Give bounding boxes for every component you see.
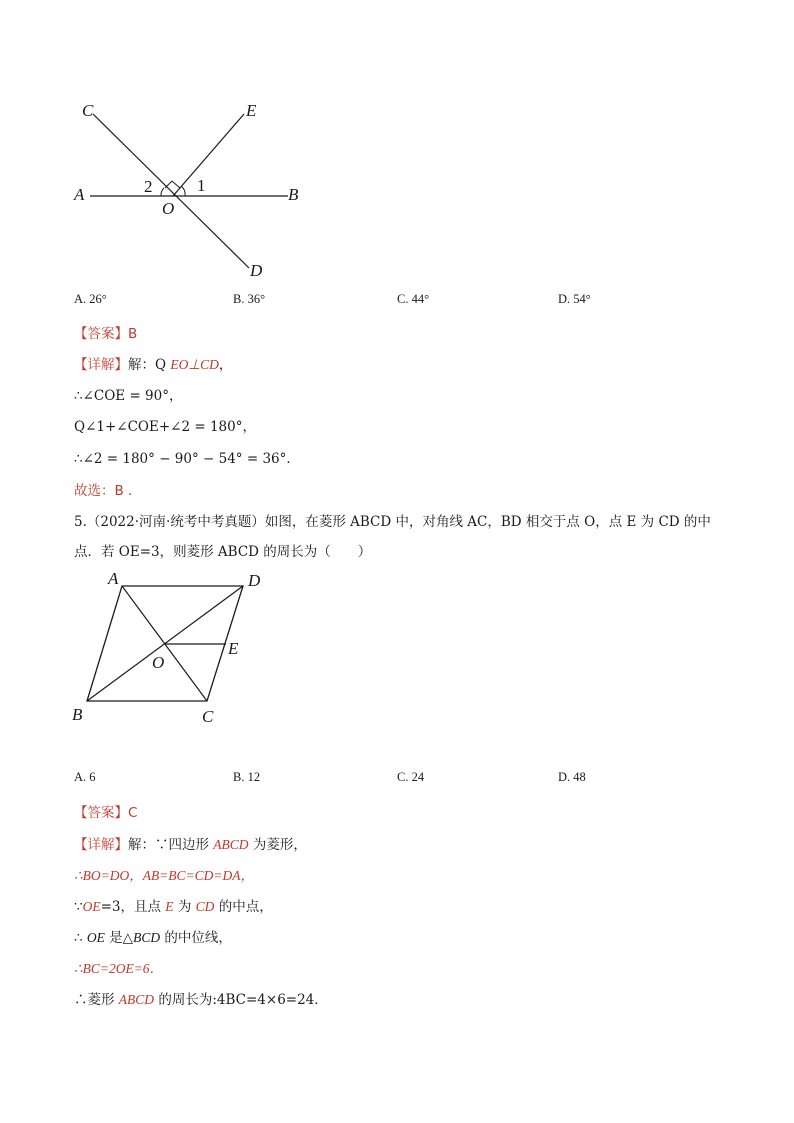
label-o: O xyxy=(162,199,175,218)
q5-detail-line6 xyxy=(74,988,328,1008)
q5-sol-6a: ∴菱形 xyxy=(74,992,119,1008)
q4-detail-line3: Q∠1+∠COE+∠2 = 180°， xyxy=(74,419,256,435)
angle-arc-1 xyxy=(181,186,185,196)
q5-sol-1c: 为菱形， xyxy=(248,837,307,853)
q5-sol-3d: E xyxy=(165,899,174,914)
q4-option-d: D. 54° xyxy=(558,292,591,306)
q5-sol-6c: 的周长为:4BC=4×6=24． xyxy=(154,992,328,1008)
q5-sol-3b: OE xyxy=(82,899,101,914)
angle-figure xyxy=(60,90,320,290)
label-b: B xyxy=(288,185,299,204)
label-angle-1: 1 xyxy=(197,176,206,195)
q5-stem-line1: 5.（2022·河南·统考中考真题）如图，在菱形 ABCD 中，对角线 AC，BD 相交于点 O，点 E 为 CD 的中 xyxy=(74,514,711,530)
q5-detail-line5: ∴BC=2OE=6． xyxy=(74,961,164,976)
answer-value: B xyxy=(128,326,138,342)
q5-sol-3f: CD xyxy=(195,899,215,914)
q4-sol-1a: 解：Q xyxy=(128,357,171,373)
label-c: C xyxy=(82,101,94,120)
q4-sol-1b: EO⊥CD xyxy=(170,357,219,372)
q5-stem-line2: 点．若 OE=3，则菱形 ABCD 的周长为（ ） xyxy=(74,544,372,560)
q4-detail-line4: ∴∠2 = 180° − 90° − 54° = 36°． xyxy=(74,451,300,467)
answer-label: 【答案】 xyxy=(74,805,128,821)
q5-sol-4d: BCD xyxy=(133,930,161,945)
label-a: A xyxy=(74,185,85,204)
label-c: C xyxy=(202,707,214,726)
q5-sol-3e: 为 xyxy=(173,899,196,915)
q4-detail-line2: ∴∠COE = 90°， xyxy=(74,388,183,404)
label-d: D xyxy=(250,261,263,280)
answer-label: 【答案】 xyxy=(74,326,128,342)
q5-option-d: D. 48 xyxy=(558,770,586,784)
q5-sol-4b: OE xyxy=(86,930,105,945)
answer-value: C xyxy=(128,805,138,821)
rhombus-figure xyxy=(60,568,280,733)
label-d: D xyxy=(248,571,261,590)
line-oe xyxy=(173,114,244,196)
q5-sol-3g: 的中点， xyxy=(214,899,273,915)
q4-option-b: B. 36° xyxy=(233,292,266,306)
angle-arc-2 xyxy=(161,188,164,196)
label-o: O xyxy=(152,653,165,672)
q4-detail-line1 xyxy=(74,353,232,373)
q5-option-a: A. 6 xyxy=(74,770,96,784)
detail-label: 【详解】 xyxy=(74,837,128,853)
q5-sol-3c: =3，且点 xyxy=(100,899,166,915)
label-a: A xyxy=(108,569,119,588)
label-e: E xyxy=(228,639,239,658)
q4-final: 故选：B ． xyxy=(74,483,142,499)
q4-option-c: C. 44° xyxy=(397,292,430,306)
q5-sol-4a: ∴ xyxy=(74,930,87,946)
label-angle-2: 2 xyxy=(144,177,153,196)
q5-sol-4c: 是△ xyxy=(104,930,134,946)
label-e: E xyxy=(246,101,257,120)
q5-detail-line4 xyxy=(74,926,232,946)
detail-label: 【详解】 xyxy=(74,357,128,373)
q5-sol-6b: ABCD xyxy=(118,992,155,1007)
q5-sol-1b: ABCD xyxy=(213,837,249,852)
q5-sol-4e: 的中位线， xyxy=(160,930,232,946)
q4-option-a: A. 26° xyxy=(74,292,107,306)
q5-detail-line2: ∴BO=DO，AB=BC=CD=DA， xyxy=(74,868,255,883)
q5-sol-3a: ∵ xyxy=(74,899,83,915)
q5-option-b: B. 12 xyxy=(233,770,261,784)
label-b: B xyxy=(72,705,83,724)
q5-detail-line3 xyxy=(74,895,273,915)
q4-answer xyxy=(74,322,137,342)
q5-detail-line1 xyxy=(74,833,307,853)
q4-sol-1c: ， xyxy=(218,357,233,373)
q5-option-c: C. 24 xyxy=(397,770,425,784)
q5-answer xyxy=(74,801,137,821)
line-cd xyxy=(93,114,249,268)
q5-sol-1a: 解：∵四边形 xyxy=(128,837,214,853)
